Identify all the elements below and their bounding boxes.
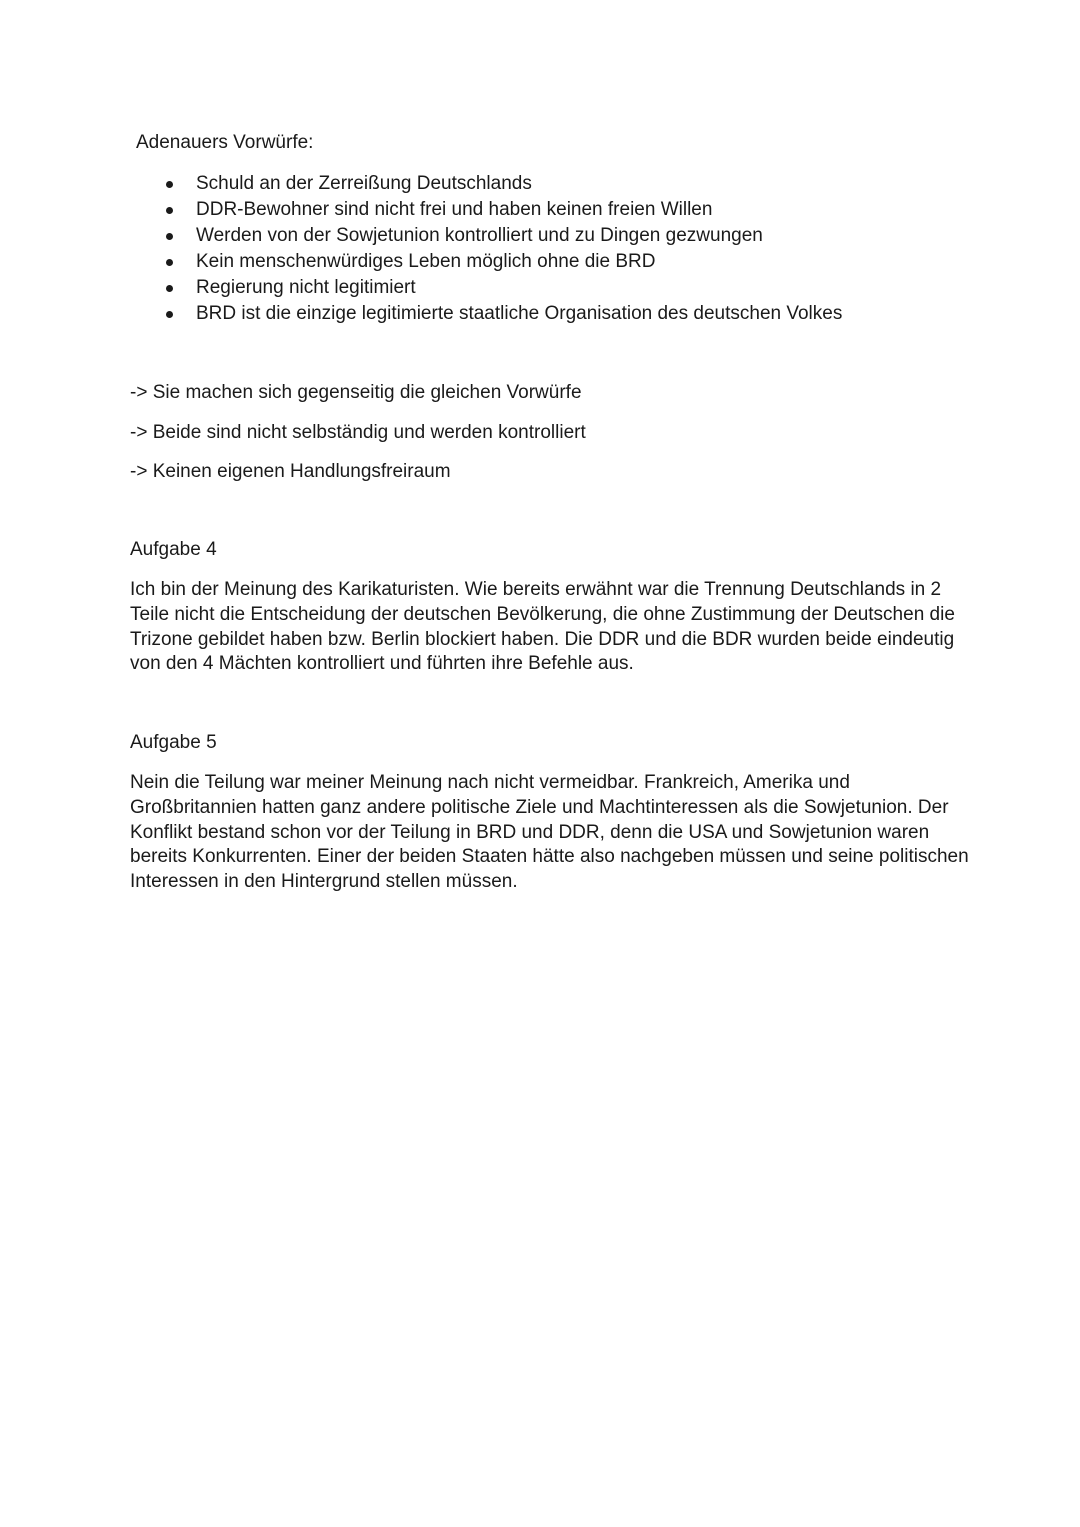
list-item <box>0 198 1080 224</box>
accusation-list <box>0 172 1080 328</box>
list-item-text: Werden von der Sowjetunion kontrolliert und zu Dingen gezwungen <box>196 225 763 246</box>
list-item-text: DDR-Bewohner sind nicht frei und haben keinen freien Willen <box>196 199 713 220</box>
intro-heading: Adenauers Vorwürfe: <box>136 132 314 153</box>
list-item-text: BRD ist die einzige legitimierte staatliche Organisation des deutschen Volkes <box>196 303 843 324</box>
conclusion-item: -> Keinen eigenen Handlungsfreiraum <box>130 461 451 482</box>
bullet-icon <box>166 285 173 292</box>
conclusion-list <box>130 381 586 500</box>
list-item <box>0 250 1080 276</box>
bullet-icon <box>166 233 173 240</box>
aufgabe-4-title: Aufgabe 4 <box>130 539 217 560</box>
bullet-icon <box>166 207 173 214</box>
conclusion-item: -> Sie machen sich gegenseitig die gleichen Vorwürfe <box>130 382 582 403</box>
bullet-icon <box>166 311 173 318</box>
list-item <box>0 302 1080 328</box>
list-item-text: Kein menschenwürdiges Leben möglich ohne die BRD <box>196 251 656 272</box>
aufgabe-4-section <box>130 538 970 677</box>
list-item <box>0 276 1080 302</box>
aufgabe-5-section <box>130 731 970 895</box>
list-item-text: Schuld an der Zerreißung Deutschlands <box>196 173 532 194</box>
bullet-icon <box>166 259 173 266</box>
conclusion-item: -> Beide sind nicht selbständig und werden kontrolliert <box>130 421 586 443</box>
aufgabe-5-body: Nein die Teilung war meiner Meinung nach nicht vermeidbar. Frankreich, Amerika und Großbritannien hatten ganz andere politische Ziele und Machtinteressen als die Sowjetunion. Der Konflikt bestand schon vor der Teilung in BRD und DDR, denn die USA und Sowjetunion waren bereits Konkurrenten. Einer der beiden Staaten hätte also nachgeben müssen und seine politischen Interessen in den Hintergrund stellen müssen. <box>130 772 969 893</box>
aufgabe-4-body: Ich bin der Meinung des Karikaturisten. Wie bereits erwähnt war die Trennung Deutschlands in 2 Teile nicht die Entscheidung der deutschen Bevölkerung, die ohne Zustimmung der Deutschen die Trizone gebildet haben bzw. Berlin blockiert haben. Die DDR und die BDR wurden beide eindeutig von den 4 Mächten kontrolliert und führten ihre Befehle aus. <box>130 579 955 675</box>
list-item <box>0 172 1080 198</box>
aufgabe-5-title: Aufgabe 5 <box>130 732 217 753</box>
list-item <box>0 224 1080 250</box>
list-item-text: Regierung nicht legitimiert <box>196 277 416 298</box>
bullet-icon <box>166 181 173 188</box>
